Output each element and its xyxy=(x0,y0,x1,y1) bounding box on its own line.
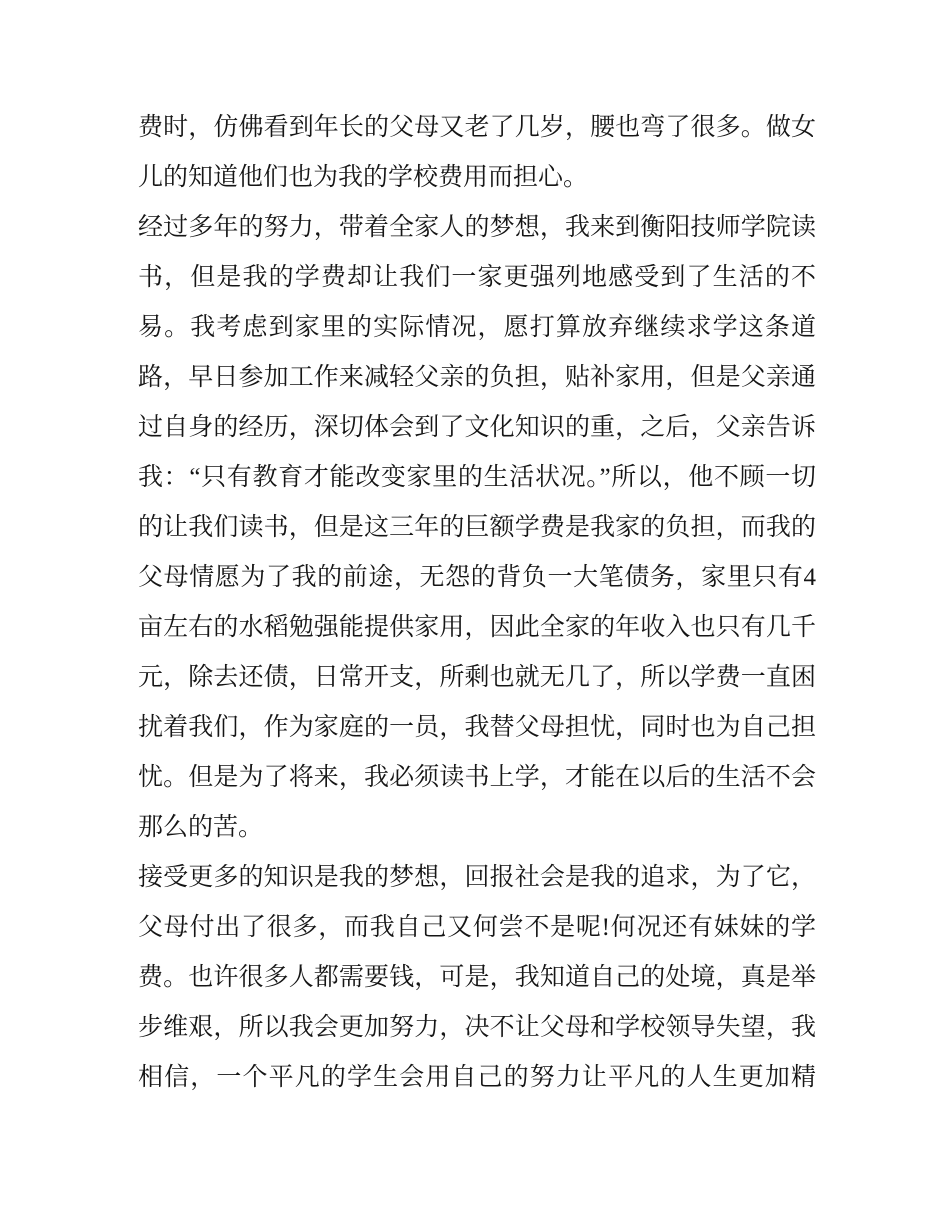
text-line: 的让我们读书，但是这三年的巨额学费是我家的负担，而我的 xyxy=(138,514,816,541)
text-line: 儿的知道他们也为我的学校费用而担心。 xyxy=(138,164,589,191)
text-line: 父母付出了很多，而我自己又何尝不是呢!何况还有妹妹的学 xyxy=(138,914,816,941)
text-line: 那么的苦。 xyxy=(138,814,264,841)
text-line: 亩左右的水稻勉强能提供家用，因此全家的年收入也只有几千 xyxy=(138,614,816,641)
text-line: 费时，仿佛看到年长的父母又老了几岁，腰也弯了很多。做女 xyxy=(138,114,816,141)
text-line: 父母情愿为了我的前途，无怨的背负一大笔债务，家里只有4 xyxy=(138,564,816,591)
text-line: 路，早日参加工作来减轻父亲的负担，贴补家用，但是父亲通 xyxy=(138,364,816,391)
text-line: 我：“只有教育才能改变家里的生活状况。”所以，他不顾一切 xyxy=(138,464,816,491)
text-line: 扰着我们，作为家庭的一员，我替父母担忧，同时也为自己担 xyxy=(138,714,816,741)
text-line: 易。我考虑到家里的实际情况，愿打算放弃继续求学这条道 xyxy=(138,314,816,341)
text-line: 忧。但是为了将来，我必须读书上学，才能在以后的生活不会 xyxy=(138,764,816,791)
text-line: 费。也许很多人都需要钱，可是，我知道自己的处境，真是举 xyxy=(138,964,816,991)
text-line: 步维艰，所以我会更加努力，决不让父母和学校领导失望，我 xyxy=(138,1014,816,1041)
text-line: 接受更多的知识是我的梦想，回报社会是我的追求，为了它， xyxy=(138,864,816,891)
text-line: 经过多年的努力，带着全家人的梦想，我来到衡阳技师学院读 xyxy=(138,214,816,241)
text-line: 书，但是我的学费却让我们一家更强列地感受到了生活的不 xyxy=(138,264,816,291)
text-line: 过自身的经历，深切体会到了文化知识的重，之后，父亲告诉 xyxy=(138,414,816,441)
document-text-block xyxy=(138,103,816,1103)
text-line: 元，除去还债，日常开支，所剩也就无几了，所以学费一直困 xyxy=(138,664,816,691)
text-line: 相信，一个平凡的学生会用自己的努力让平凡的人生更加精 xyxy=(138,1064,816,1091)
